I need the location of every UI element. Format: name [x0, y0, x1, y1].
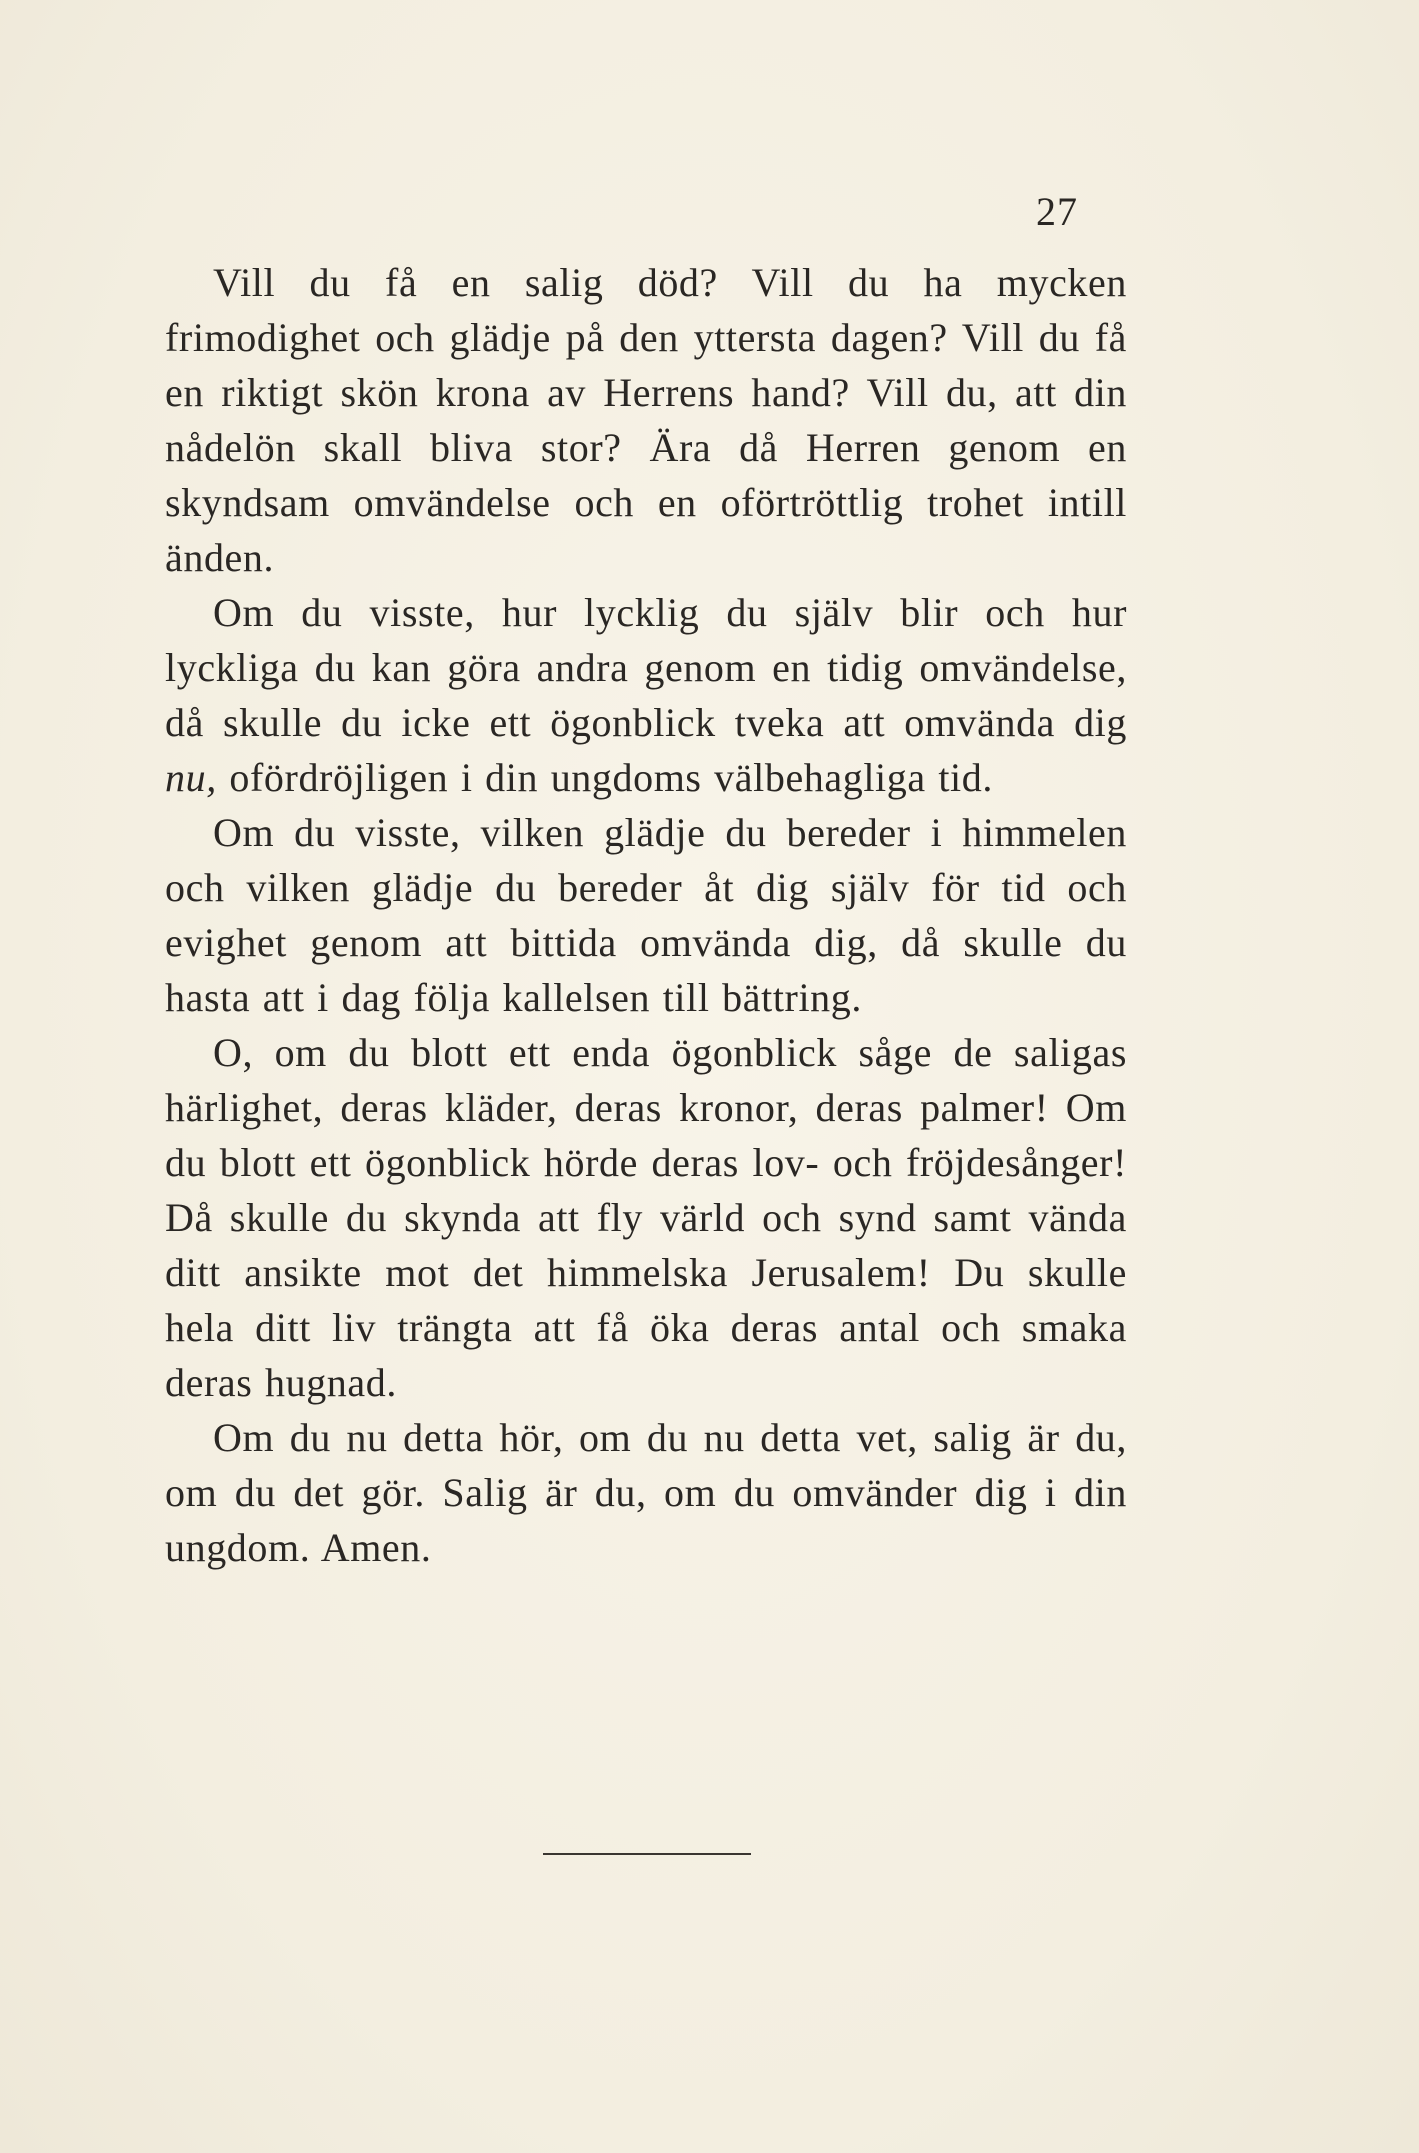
emphasis-nu: nu,: [165, 755, 217, 800]
page-number: 27: [1036, 189, 1078, 234]
paragraph-4: O, om du blott ett enda ögonblick såge de saligas härlighet, deras kläder, deras kronor, deras palmer! Om du blott ett ögonblick hörde deras lov- och fröjdesånger! Då skulle du skynda att fly värld och synd samt vända ditt ansikte mot det himmelska Jerusalem! Du skulle hela ditt liv trängta att få öka deras antal och smaka deras hugnad.: [165, 1030, 1127, 1405]
paragraph-2-before: Om du visste, hur lycklig du själv blir och hur lyckliga du kan göra andra genom en tidig omvändelse, då skulle du icke ett ögonblick tveka att omvända dig: [165, 590, 1127, 745]
paragraph-5: Om du nu detta hör, om du nu detta vet, salig är du, om du det gör. Salig är du, om du omvänder dig i din ungdom. Amen.: [165, 1415, 1127, 1570]
paragraph-3: Om du visste, vilken glädje du bereder i himmelen och vilken glädje du bereder åt dig själv för tid och evighet genom att bittida omvända dig, då skulle du hasta att i dag följa kallelsen till bättring.: [165, 810, 1127, 1020]
paragraph-1: Vill du få en salig död? Vill du ha mycken frimodighet och glädje på den yttersta dagen? Vill du få en riktigt skön krona av Herrens hand? Vill du, att din nådelön skall bliva stor? Ära då Herren genom en skyndsam omvändelse och en oförtröttlig trohet intill änden.: [165, 260, 1127, 580]
closing-divider-rule: [543, 1853, 751, 1855]
paragraph-2: [165, 585, 1127, 805]
paragraph-2-after: ofördröjligen i din ungdoms välbehagliga tid.: [216, 755, 993, 800]
body-text: [165, 255, 1127, 1575]
